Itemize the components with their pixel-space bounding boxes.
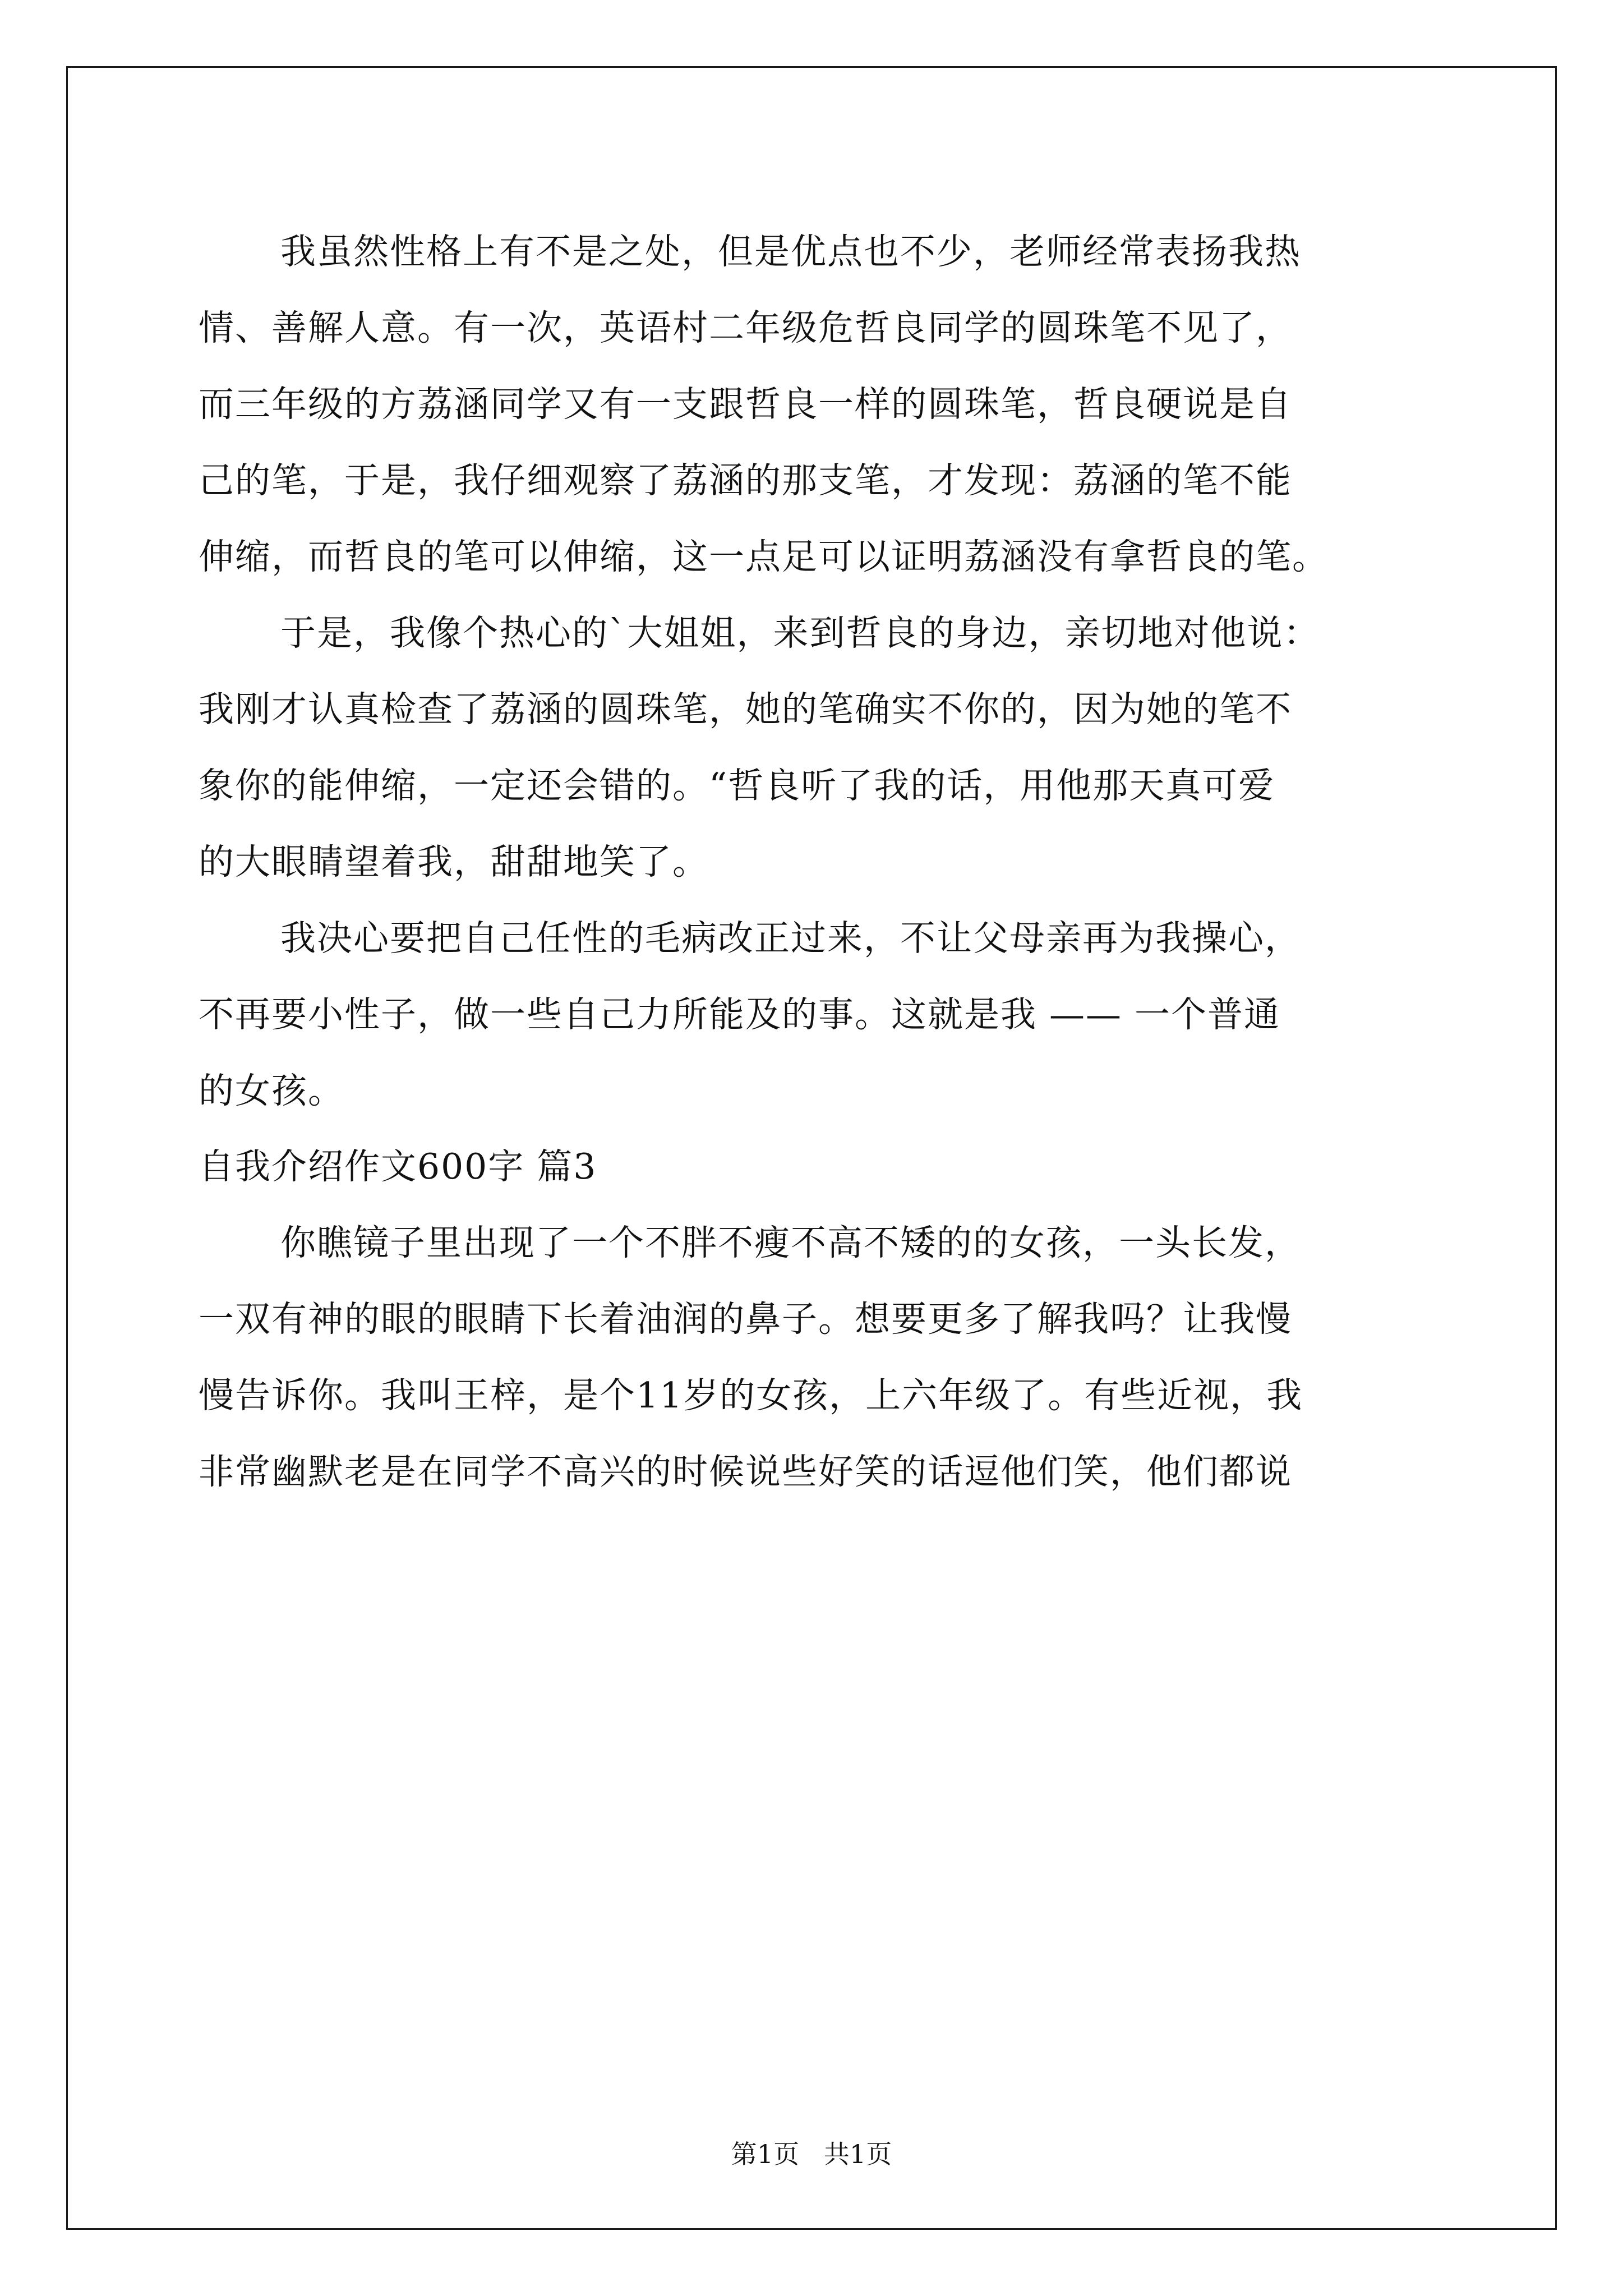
text-line: 你瞧镜子里出现了一个不胖不瘦不高不矮的的女孩，一头长发，: [280, 1222, 1301, 1263]
text-line: 我刚才认真检查了荔涵的圆珠笔，她的笔确实不你的，因为她的笔不: [199, 689, 1292, 730]
text-line: 慢告诉你。我叫王梓，是个11岁的女孩，上六年级了。有些近视，我: [199, 1375, 1303, 1416]
text-line: 情、善解人意。有一次，英语村二年级危哲良同学的圆珠笔不见了，: [199, 307, 1292, 348]
text-line: 伸缩，而哲良的笔可以伸缩，这一点足可以证明荔涵没有拿哲良的笔。: [199, 536, 1329, 577]
text-line: 而三年级的方荔涵同学又有一支跟哲良一样的圆珠笔，哲良硬说是自: [199, 384, 1292, 425]
section-heading: 自我介绍作文600字 篇3: [199, 1146, 597, 1187]
text-line: 我虽然性格上有不是之处，但是优点也不少，老师经常表扬我热: [280, 231, 1301, 272]
text-line: 象你的能伸缩，一定还会错的。“哲良听了我的话，用他那天真可爱: [199, 765, 1275, 806]
text-line: 我决心要把自己任性的毛病改正过来，不让父母亲再为我操心，: [280, 918, 1301, 959]
text-line: 己的笔，于是，我仔细观察了荔涵的那支笔，才发现：荔涵的笔不能: [199, 460, 1292, 501]
text-line: 一双有神的眼的眼睛下长着油润的鼻子。想要更多了解我吗？让我慢: [199, 1299, 1292, 1340]
text-line: 不再要小性子，做一些自己力所能及的事。这就是我 —— 一个普通: [199, 994, 1281, 1035]
text-line: 非常幽默老是在同学不高兴的时候说些好笑的话逗他们笑，他们都说: [199, 1451, 1292, 1492]
text-line: 于是，我像个热心的`大姐姐，来到哲良的身边，亲切地对他说：: [280, 613, 1320, 654]
page-number-footer: 第1页 共1页: [731, 2139, 892, 2169]
text-line: 的女孩。: [199, 1070, 344, 1111]
text-line: 的大眼睛望着我，甜甜地笑了。: [199, 841, 709, 882]
